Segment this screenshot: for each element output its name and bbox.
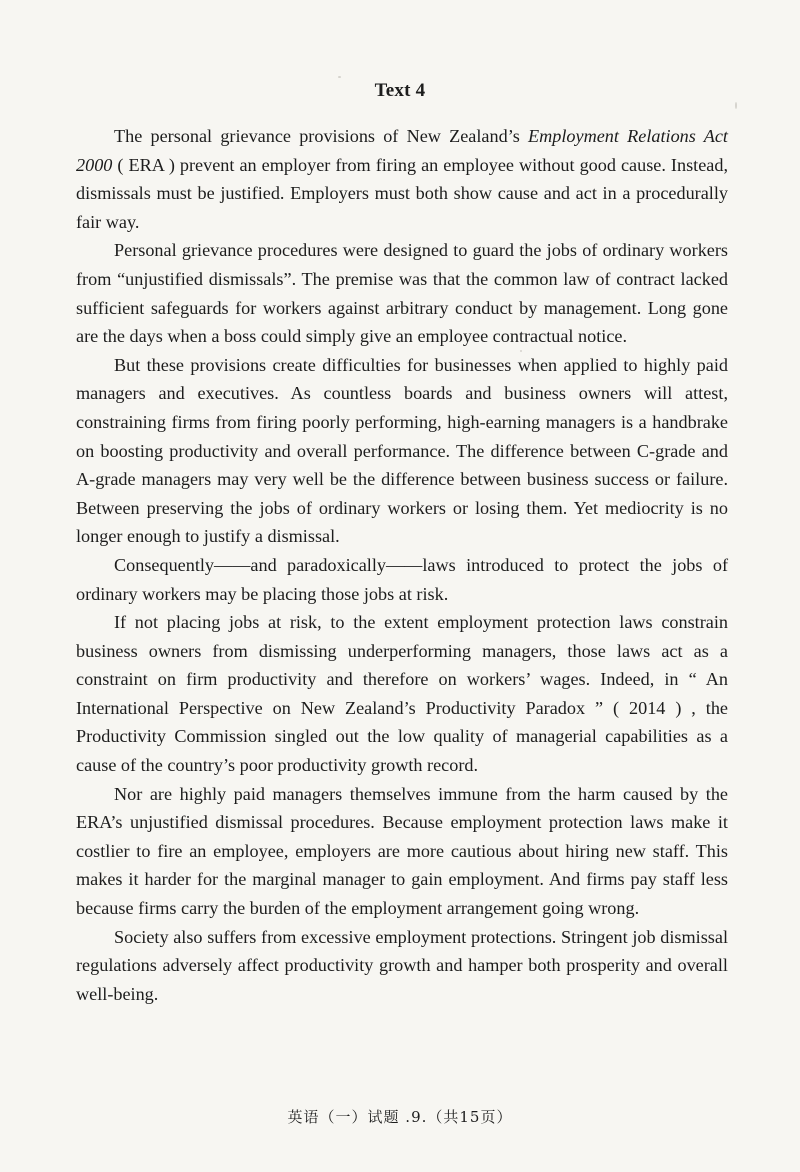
text-run: Society also suffers from excessive employment protections. Stringent job dismissal regulations adversely affect productivity growth and hamper both prosperity and overall well-being.: [76, 926, 728, 1004]
text-run: But these provisions create difficulties for businesses when applied to highly paid managers and executives. As countless boards and business owners will attest, constraining firms from firing poorly performing, high-earning managers is a handbrake on boosting productivity and overall performance. The difference between C-grade and A-grade managers may very well be the difference between business success or failure. Between preserving the jobs of ordinary workers or losing them. Yet mediocrity is no longer enough to justify a dismissal.: [76, 354, 728, 547]
text-run: If not placing jobs at risk, to the extent employment protection laws constrain business owners from dismissing underperforming managers, those laws act as a constraint on firm productivity and therefore on workers’ wages. Indeed, in “ An International Perspective on New Zealand’s Productivity Paradox ” ( 2014 ) , the Productivity Commission singled out the low quality of managerial capabilities as a cause of the country’s poor productivity growth record.: [76, 612, 728, 776]
scan-speck: [338, 76, 341, 78]
page-footer: 英语（一）试题 .9.（共15页）: [287, 1108, 513, 1126]
article-body: [76, 122, 728, 1008]
paragraph-6: [76, 780, 728, 923]
text-run: ( ERA ) prevent an employer from firing an employee without good cause. Instead, dismissals must be justified. Employers must both show cause and act in a procedurally fair way.: [76, 154, 728, 232]
paragraph-7: [76, 923, 728, 1009]
text-run: The personal grievance provisions of New Zealand’s: [114, 126, 529, 146]
paragraph-4: [76, 551, 728, 608]
text-heading: Text 4: [374, 80, 426, 101]
paragraph-2: [76, 236, 728, 350]
text-run: Personal grievance procedures were designed to guard the jobs of ordinary workers from “unjustified dismissals”. The premise was that the common law of contract lacked sufficient safeguards for workers against arbitrary conduct by management. Long gone are the days when a boss could simply give an employee contractual notice.: [76, 240, 728, 347]
text-run: Consequently——and paradoxically——laws introduced to protect the jobs of ordinary workers may be placing those jobs at risk.: [76, 554, 728, 604]
scan-speck: [735, 102, 737, 109]
text-run: Nor are highly paid managers themselves immune from the harm caused by the ERA’s unjustified dismissal procedures. Because employment protection laws make it costlier to fire an employee, employers are more cautious about hiring new staff. This makes it harder for the marginal manager to gain employment. And firms pay staff less because firms carry the burden of the employment arrangement going wrong.: [76, 783, 728, 919]
paragraph-3: [76, 351, 728, 551]
paragraph-1: [76, 122, 728, 236]
italic-title: Employment Relations Act 2000: [76, 126, 728, 175]
paragraph-5: [76, 608, 728, 780]
